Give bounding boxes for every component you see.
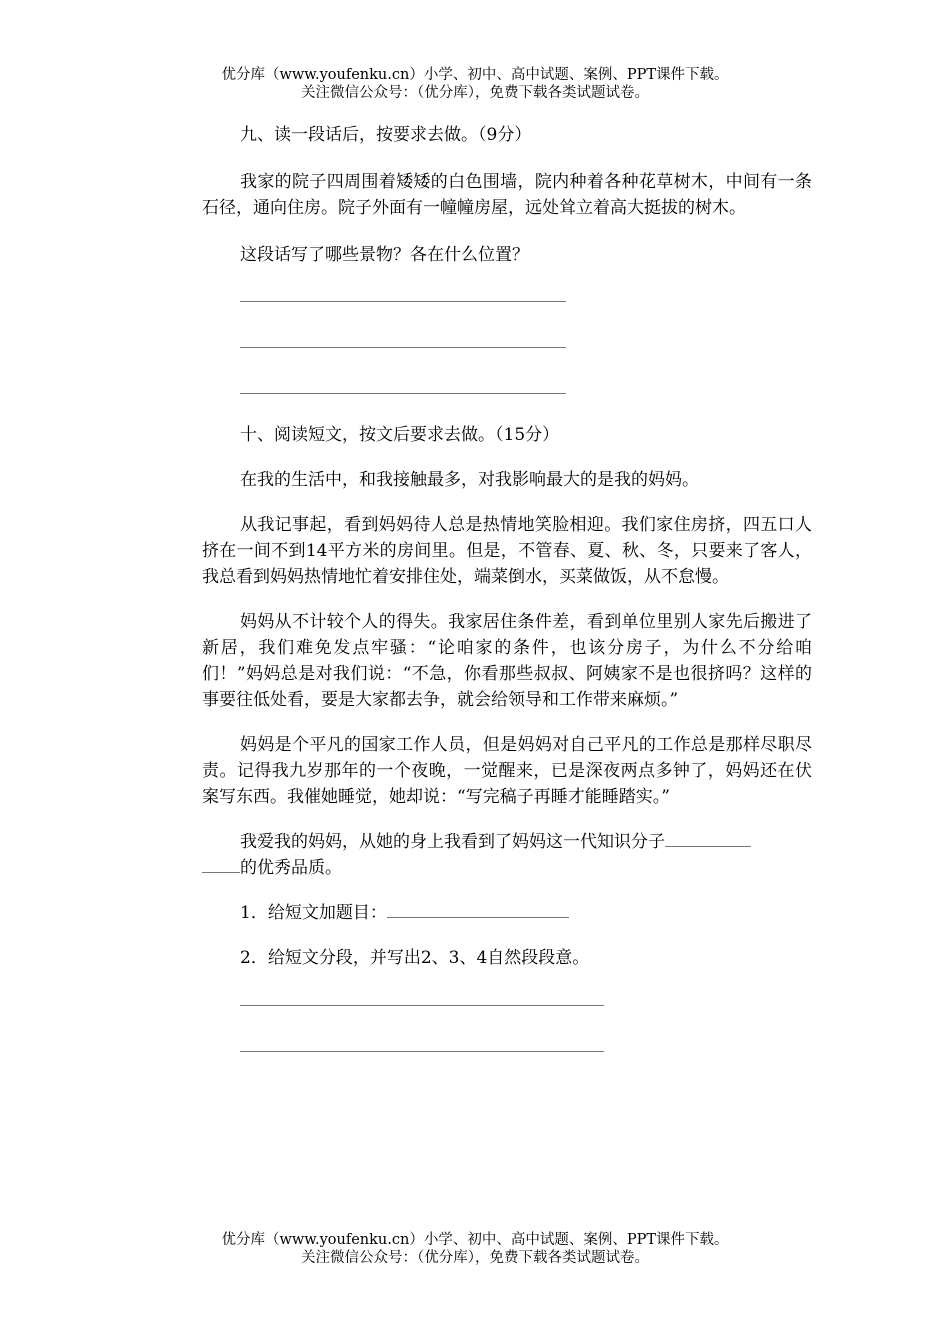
- section-9-title: 九、读一段话后，按要求去做。（9分）: [240, 125, 532, 145]
- paragraph-5-text-before: 我爱我的妈妈，从她的身上我看到了妈妈这一代知识分子: [240, 832, 665, 852]
- question-1: [202, 900, 812, 926]
- section-10-title: 十、阅读短文，按文后要求去做。（15分）: [240, 425, 560, 445]
- answer-line-1[interactable]: [240, 301, 566, 302]
- header-line-2: 关注微信公众号：（优分库），免费下载各类试题试卷。: [301, 85, 649, 101]
- fill-in-blank[interactable]: [665, 846, 751, 847]
- page-footer: [0, 1231, 950, 1267]
- page-header: [0, 66, 950, 102]
- passage-paragraph-5: [202, 829, 812, 881]
- section-9-question: 这段话写了哪些景物？各在什么位置？: [240, 245, 529, 265]
- passage-paragraph-4: 妈妈是个平凡的国家工作人员，但是妈妈对自己平凡的工作总是那样尽职尽责。记得我九岁那年的一个夜晚，一觉醒来，已是深夜两点多钟了，妈妈还在伏案写东西。我催她睡觉，她却说：“写完稿子再睡才能睡踏实。”: [202, 735, 812, 807]
- question-1-text: 1．给短文加题目：: [240, 903, 387, 923]
- passage-paragraph-2: 从我记事起，看到妈妈待人总是热情地笑脸相迎。我们家住房挤，四五口人挤在一间不到14平方米的房间里。但是，不管春、夏、秋、冬，只要来了客人，我总看到妈妈热情地忙着安排住处，端菜倒水，买菜做饭，从不怠慢。: [202, 515, 812, 587]
- footer-line-2: 关注微信公众号：（优分库），免费下载各类试题试卷。: [301, 1250, 649, 1266]
- answer-line-5[interactable]: [240, 1051, 604, 1052]
- passage-paragraph-1: 在我的生活中，和我接触最多，对我影响最大的是我的妈妈。: [240, 470, 699, 490]
- header-line-1: 优分库（www.youfenku.cn）小学、初中、高中试题、案例、PPT课件下载。: [221, 67, 729, 83]
- fill-in-blank-continued[interactable]: [202, 872, 240, 873]
- footer-line-1: 优分库（www.youfenku.cn）小学、初中、高中试题、案例、PPT课件下载。: [221, 1232, 729, 1248]
- passage-paragraph-3: 妈妈从不计较个人的得失。我家居住条件差，看到单位里别人家先后搬进了新居，我们难免发点牢骚：“论咱家的条件，也该分房子，为什么不分给咱们！”妈妈总是对我们说：“不急，你看那些叔叔、阿姨家不是也很挤吗？这样的事要往低处看，要是大家都去争，就会给领导和工作带来麻烦。”: [202, 612, 812, 710]
- answer-line-3[interactable]: [240, 393, 566, 394]
- answer-line-4[interactable]: [240, 1005, 604, 1006]
- title-answer-blank[interactable]: [387, 917, 569, 918]
- question-2: 2．给短文分段，并写出2、3、4自然段段意。: [240, 948, 590, 968]
- document-body: [202, 122, 812, 1052]
- answer-line-2[interactable]: [240, 347, 566, 348]
- section-9-passage: 我家的院子四周围着矮矮的白色围墙，院内种着各种花草树木，中间有一条石径，通向住房。院子外面有一幢幢房屋，远处耸立着高大挺拔的树木。: [202, 172, 812, 218]
- paragraph-5-text-after: 的优秀品质。: [240, 858, 342, 878]
